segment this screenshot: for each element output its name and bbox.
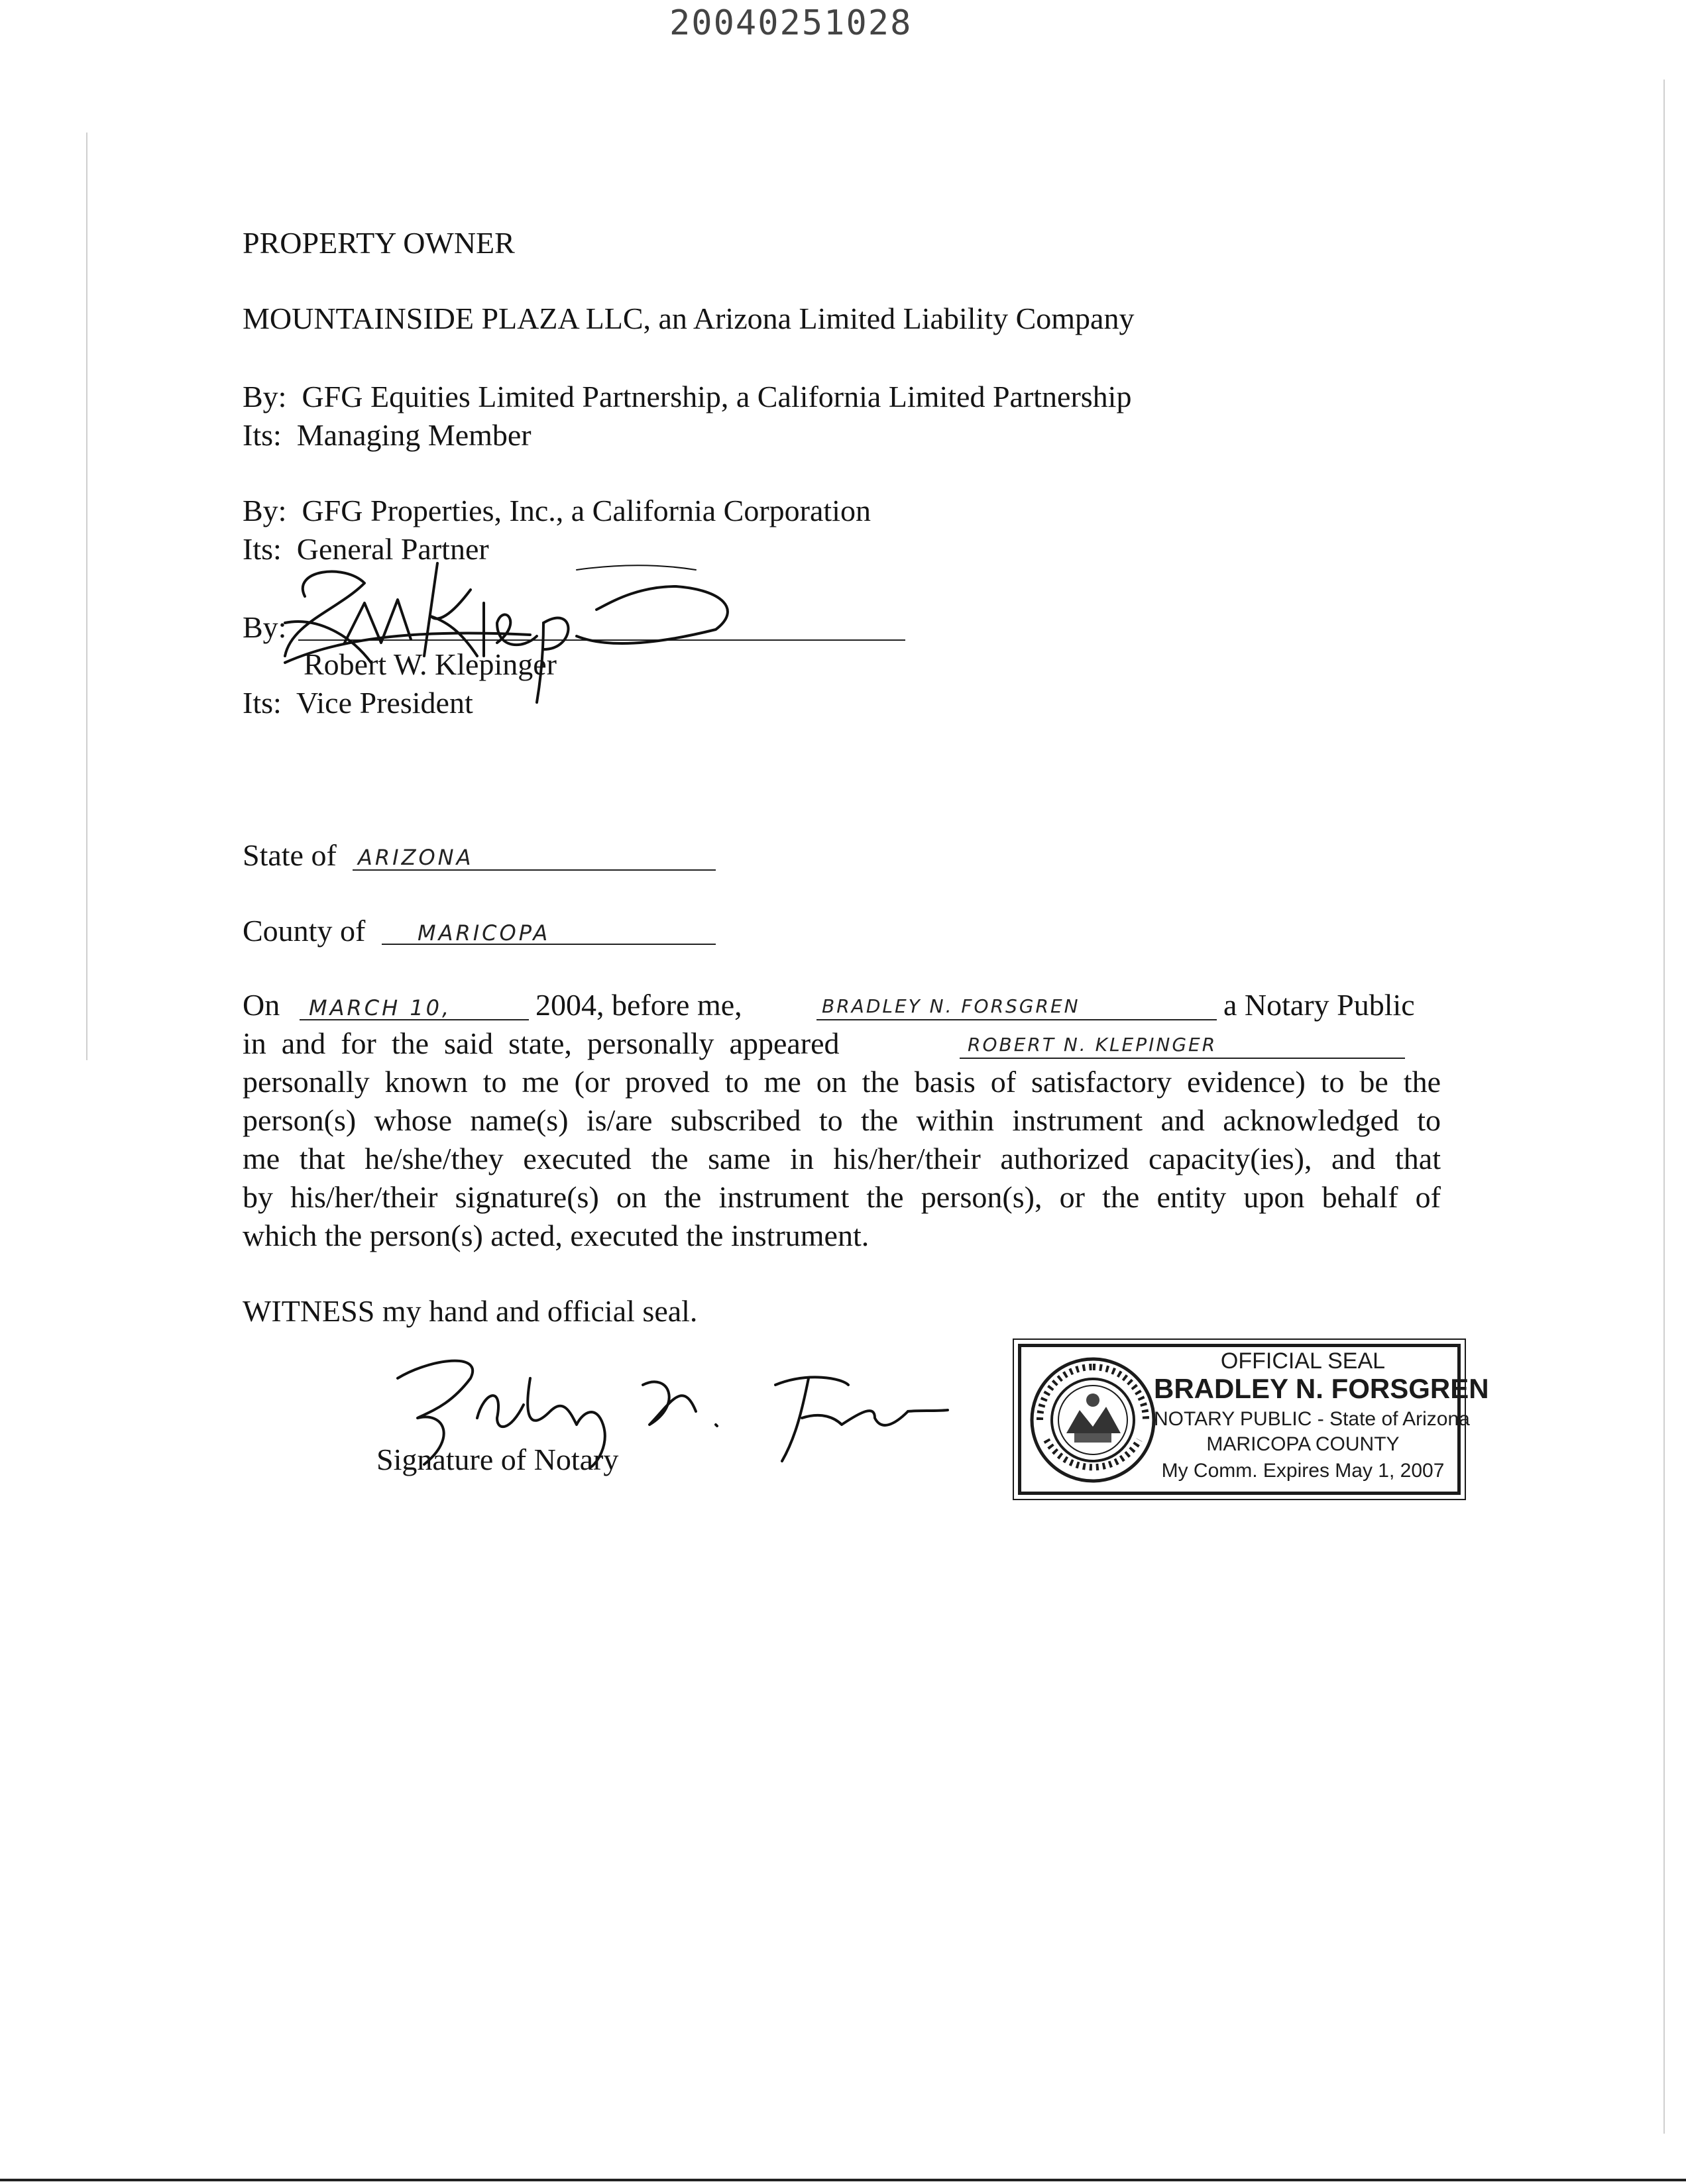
scan-edge-right: [1663, 80, 1665, 2134]
year-text: 2004, before me,: [535, 988, 742, 1022]
seal-line-2: MARICOPA COUNTY: [1206, 1433, 1400, 1455]
body-line: which the person(s) acted, executed the instrument.: [243, 1219, 870, 1252]
state-value: ARIZONA: [358, 845, 474, 870]
body-line: me that he/she/they executed the same in his/her/their authorized capacity(ies), and that: [243, 1142, 1441, 1175]
scan-edge-left: [86, 133, 87, 1060]
county-underline: [382, 944, 716, 945]
notary-public-text: a Notary Public: [1223, 988, 1415, 1022]
by-line-1: By: GFG Equities Limited Partnership, a California Limited Partnership: [243, 380, 1132, 413]
its-line-3: Its: Vice President: [243, 686, 473, 720]
signer-name: Robert W. Klepinger: [304, 647, 557, 681]
its-line-1: Its: Managing Member: [243, 418, 532, 452]
appeared-value: ROBERT N. KLEPINGER: [968, 1034, 1217, 1056]
notary-name-underline: [816, 1019, 1217, 1020]
by-line-2: By: GFG Properties, Inc., a California Corporation: [243, 494, 871, 527]
its-line-2: Its: General Partner: [243, 532, 489, 566]
line2-text: in and for the said state, personally appeared: [243, 1026, 840, 1060]
date-value: MARCH 10,: [309, 995, 452, 1020]
state-label: State of: [243, 838, 337, 872]
witness-text: WITNESS my hand and official seal.: [243, 1294, 698, 1328]
state-underline: [353, 869, 716, 871]
state-seal-emblem: [1027, 1354, 1159, 1486]
company-name: MOUNTAINSIDE PLAZA LLC, an Arizona Limited Liability Company: [243, 301, 1135, 335]
body-line: personally known to me (or proved to me on the basis of satisfactory evidence) to be the: [243, 1065, 1441, 1099]
county-value: MARICOPA: [418, 920, 551, 946]
on-label: On: [243, 988, 280, 1022]
seal-line-3: My Comm. Expires May 1, 2007: [1161, 1460, 1445, 1482]
owner-signature: [265, 523, 742, 716]
official-seal-stamp: [1018, 1344, 1489, 1495]
seal-line-1: NOTARY PUBLIC - State of Arizona: [1154, 1408, 1470, 1430]
signature-of-notary-label: Signature of Notary: [376, 1443, 619, 1476]
seal-name: BRADLEY N. FORSGREN: [1154, 1373, 1489, 1404]
notary-name-value: BRADLEY N. FORSGREN: [822, 995, 1080, 1017]
body-line: by his/her/their signature(s) on the instrument the person(s), or the entity upon behalf of: [243, 1180, 1441, 1214]
seal-title: OFFICIAL SEAL: [1220, 1348, 1386, 1374]
property-owner-heading: PROPERTY OWNER: [243, 226, 515, 260]
date-underline: [300, 1019, 529, 1020]
scan-edge-bottom: [0, 2179, 1686, 2181]
acknowledgment-body: [243, 1063, 1441, 1255]
body-line: person(s) whose name(s) is/are subscribed to the within instrument and acknowledged to: [243, 1103, 1441, 1137]
appeared-underline: [960, 1058, 1405, 1059]
document-number: 20040251028: [669, 3, 913, 43]
by-line-3: By:: [243, 610, 287, 644]
county-label: County of: [243, 914, 366, 948]
